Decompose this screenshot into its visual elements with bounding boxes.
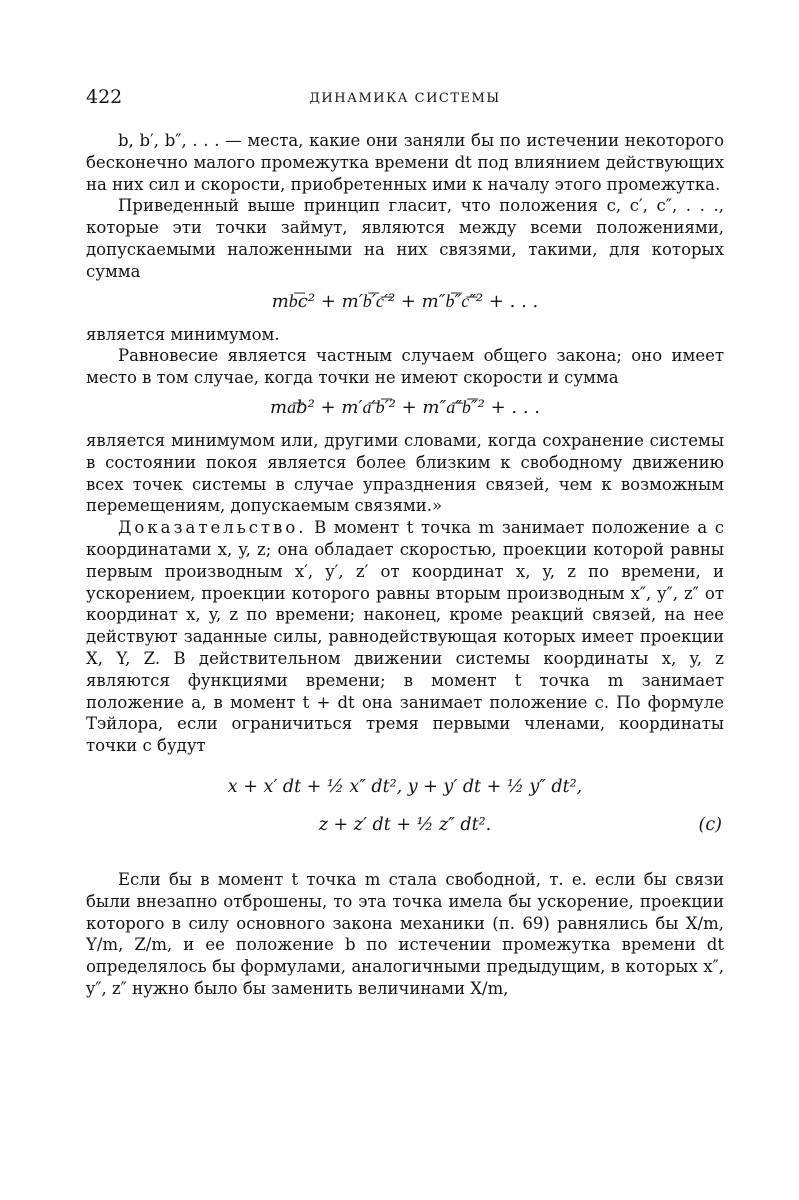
formula-taylor-z-text: z + z′ dt + ½ z″ dt². xyxy=(318,814,492,835)
formula-minimum-sum: mb͞c² + m′b͞′c͞′² + m″b͞″c͞″² + . . . xyxy=(271,290,539,312)
paragraph-1: b, b′, b″, . . . — места, какие они заняли бы по истечении некоторого бесконечно малого промежутка времени dt под влиянием действующих на них сил и скорости, приобретенных ими к началу этого промежутка. xyxy=(86,131,724,194)
equation-label: (c) xyxy=(698,814,722,835)
paragraph-3: является минимумом. xyxy=(86,324,280,344)
proof-text: В момент t точка m занимает положение a с координатами x, y, z; она обладает скоростью, проекции которой равны первым производным x′, y′, z′ от координат x, y, z по времени, и ускорением, проекции которого равны вторым производным x″, y″, z″ от координат x, y, z по времени; наконец, кроме реакций связей, на нее действуют заданные силы, равнодействующая которых имеет проекции X, Y, Z. В действительном движении системы координаты x, y, z являются функциями времени; в момент t точка m занимает положение a, в момент t + dt она занимает положение c. По формуле Тэйлора, если ограничиться тремя первыми членами, координаты точки c будут xyxy=(86,518,724,756)
paragraph-7: Если бы в момент t точка m стала свободной, т. е. если бы связи были внезапно отброшены, то эта точка имела бы ускорение, проекции которого в силу основного закона механики (п. 69) равнялись бы X/m, Y/m, Z/m, и ее положение b по истечении промежутка времени dt определялось бы формулами, аналогичными предыдущим, в которых x″, y″, z″ нужно было бы заменить величинами X/m, xyxy=(86,869,724,998)
paragraph-2: Приведенный выше принцип гласит, что положения c, c′, c″, . . ., которые эти точки займут, являются между всеми положениями, допускаемыми наложенными на них связями, такими, для которых сумма xyxy=(86,196,724,281)
body-text xyxy=(86,130,724,1000)
page-number: 422 xyxy=(86,86,123,108)
proof-lead: Доказательство. xyxy=(118,518,307,538)
page-header xyxy=(86,86,724,116)
formula-equilibrium-sum: ma͞b² + m′a͞′b͞′² + m″a͞″b͞″² + . . . xyxy=(270,396,540,418)
paragraph-proof xyxy=(86,517,724,757)
running-head: ДИНАМИКА СИСТЕМЫ xyxy=(309,91,501,106)
paragraph-4: Равновесие является частным случаем общего закона; оно имеет место в том случае, когда точки не имеют скорости и сумма xyxy=(86,346,724,388)
formula-taylor-xy: x + x′ dt + ½ x″ dt², y + y′ dt + ½ y″ dt², xyxy=(227,776,583,797)
paragraph-5: является минимумом или, другими словами, когда сохранение системы в состоянии покоя является более близким к свободному движению всех точек системы в случае упразднения связей, чем к возможным перемещениям, допускаемым связями.» xyxy=(86,430,724,516)
formula-taylor-z xyxy=(86,815,724,835)
